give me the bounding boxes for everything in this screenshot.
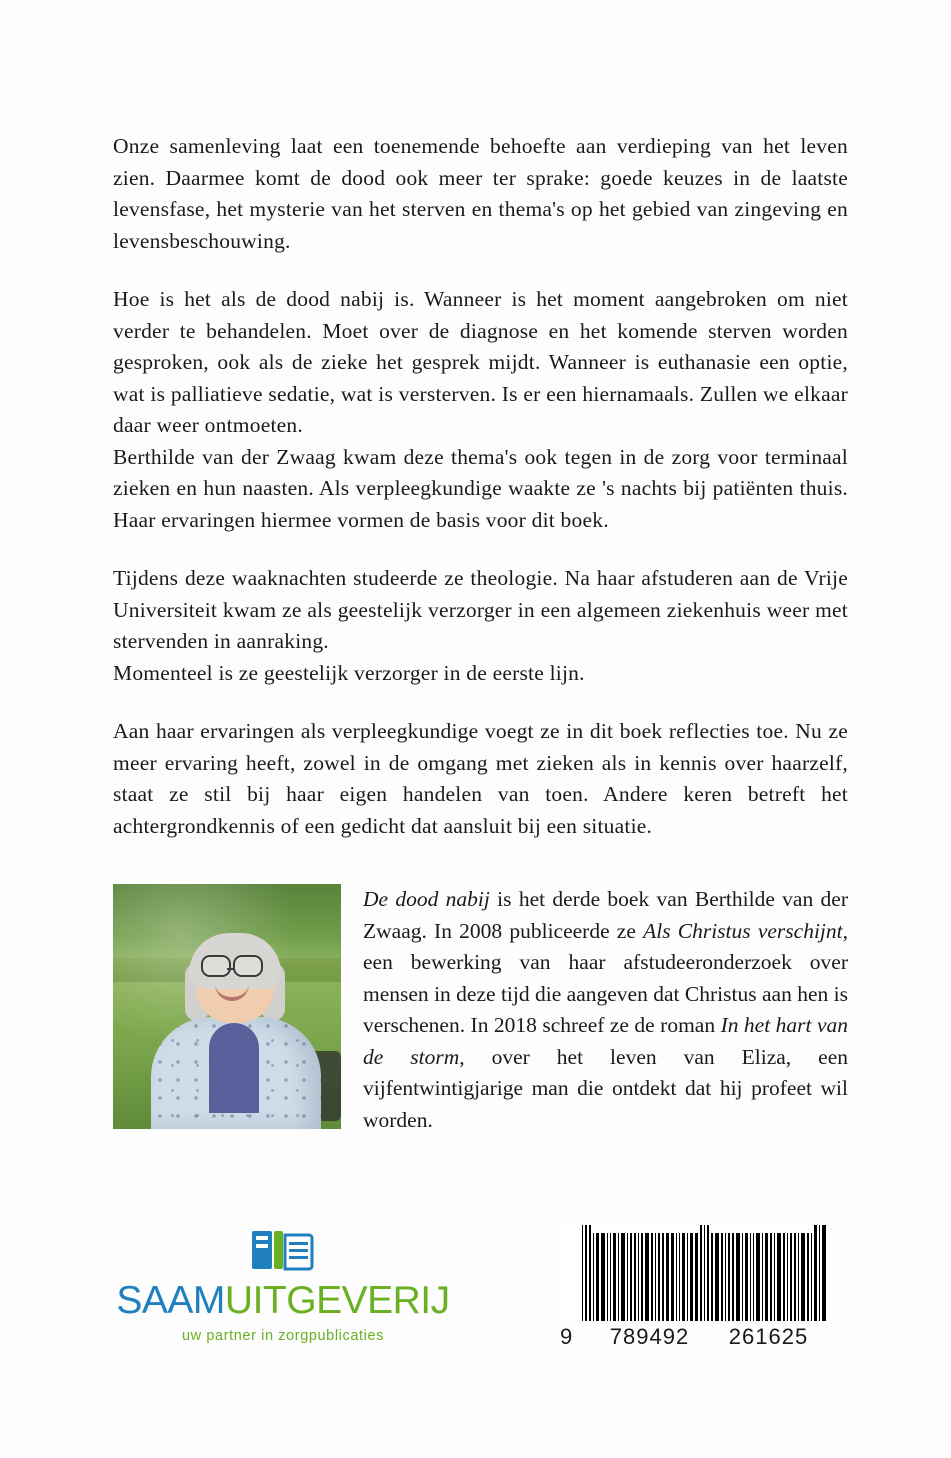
barcode-bar [589, 1225, 592, 1321]
barcode-bar [655, 1233, 656, 1321]
barcode-bar [593, 1233, 594, 1321]
barcode-bar [638, 1233, 639, 1321]
barcode-digits [560, 1324, 828, 1350]
barcode-bar [728, 1233, 729, 1321]
barcode-digits-group1: 789492 [609, 1324, 690, 1349]
barcode-bar [715, 1233, 719, 1321]
paragraph-5: Momenteel is ze geestelijk verzorger in de eerste lijn. [113, 660, 585, 685]
barcode-bar [596, 1233, 599, 1321]
isbn-barcode [560, 1225, 828, 1350]
barcode-bar [736, 1233, 740, 1321]
barcode-bar [630, 1233, 633, 1321]
barcode-bar [666, 1233, 670, 1321]
publisher-tagline: uw partner in zorgpublicaties [182, 1328, 384, 1344]
publisher-name [113, 1279, 453, 1323]
barcode-bar [725, 1233, 726, 1321]
barcode-digit-left: 9 [560, 1324, 574, 1349]
paragraph-3: Berthilde van der Zwaag kwam deze thema's ook tegen in de zorg voor terminaal zieken en hun naasten. Als verpleegkundige waakte ze 's nachts bij patiënten thuis. Haar ervaringen hiermee vormen de basis voor dit boek. [113, 444, 848, 532]
barcode-bar [814, 1225, 817, 1321]
paragraph-4: Tijdens deze waaknachten studeerde ze theologie. Na haar afstuderen aan de Vrije Universiteit kwam ze als geestelijk verzorger in een algemeen ziekenhuis weer met stervenden in aanraking. [113, 566, 848, 653]
barcode-bar [787, 1233, 788, 1321]
bio-segment-3: een bewerking van haar afstudeeronderzoek over mensen in deze tijd die aangeven dat Christus aan hen is verschenen. In 2018 schreef ze de roman [363, 950, 848, 1037]
publisher-logo [113, 1227, 453, 1344]
bio-segment-5: , over het leven van Eliza, een vijfentwintigjarige man die ontdekt dat hij profeet wil worden. [363, 1044, 848, 1132]
bio-segment-1: is het derde boek van Berthilde van der Zwaag. In 2008 publiceerde ze [363, 887, 848, 943]
barcode-bar [721, 1233, 724, 1321]
publisher-name-part2: UITGEVERIJ [224, 1279, 450, 1322]
barcode-bar [745, 1233, 748, 1321]
barcode-bar [610, 1233, 611, 1321]
publisher-name-part1: SAAM [116, 1279, 225, 1322]
barcode-bar [627, 1233, 628, 1321]
barcode-bar [704, 1225, 705, 1321]
barcode-bar [662, 1233, 663, 1321]
barcode-bar [783, 1233, 784, 1321]
barcode-bar [645, 1233, 649, 1321]
barcode-bar [582, 1225, 583, 1321]
barcode-bar [822, 1225, 826, 1321]
bio-segment-4: In het hart van de storm [363, 1013, 848, 1069]
paragraph-2: Hoe is het als de dood nabij is. Wanneer is het moment aangebroken om niet verder te behandelen. Moet over de diagnose en het komende sterven worden gesproken, ook als de zieke het gesprek mijdt. Wanneer is euthanasie een optie, wat is palliatieve sedatie, wat is versterven. Is er een hiernamaals. Zullen we elkaar daar weer ontmoeten. [113, 287, 848, 437]
barcode-bar [798, 1233, 799, 1321]
barcode-bar [601, 1233, 605, 1321]
barcode-bars [560, 1225, 828, 1321]
barcode-bar [794, 1233, 795, 1321]
barcode-bar [676, 1233, 677, 1321]
books-stack-icon [250, 1227, 316, 1273]
barcode-bar [707, 1225, 710, 1321]
barcode-bar [811, 1233, 812, 1321]
barcode-bar [762, 1233, 763, 1321]
barcode-bar [756, 1233, 760, 1321]
barcode-bar [658, 1233, 661, 1321]
barcode-bar [753, 1233, 754, 1321]
barcode-bar [607, 1233, 608, 1321]
barcode-bar [679, 1233, 680, 1321]
bio-segment-0: De dood nabij [363, 887, 490, 911]
barcode-bar [819, 1225, 820, 1321]
barcode-bar [585, 1225, 586, 1321]
author-bio-text [363, 884, 848, 1136]
body-text [113, 131, 848, 869]
photo-glasses-bridge [227, 968, 235, 971]
barcode-bar [634, 1233, 635, 1321]
barcode-bar [671, 1233, 674, 1321]
barcode-bar [765, 1233, 768, 1321]
barcode-bar [690, 1233, 693, 1321]
barcode-bar [774, 1233, 775, 1321]
barcode-bar [790, 1233, 793, 1321]
barcode-bar [750, 1233, 751, 1321]
barcode-digits-group2: 261625 [728, 1324, 809, 1349]
barcode-bar [770, 1233, 773, 1321]
barcode-bar [801, 1233, 805, 1321]
footer [0, 1215, 951, 1395]
photo-blouse-pattern [151, 1017, 321, 1129]
barcode-bar [732, 1233, 735, 1321]
photo-glasses-left [201, 955, 231, 977]
barcode-bar [651, 1233, 652, 1321]
barcode-bar [695, 1233, 699, 1321]
barcode-bar [700, 1225, 701, 1321]
barcode-bar [687, 1233, 688, 1321]
barcode-bar [641, 1233, 644, 1321]
author-photo [113, 884, 341, 1129]
photo-glasses-right [233, 955, 263, 977]
paragraph-1: Onze samenleving laat een toenemende behoefte aan verdieping van het leven zien. Daarmee komt de dood ook meer ter sprake: goede keuzes in de laatste levensfase, het mysterie van het sterven en thema's op het gebied van zingeving en levensbeschouwing. [113, 134, 848, 253]
barcode-bar [682, 1233, 685, 1321]
barcode-bar [777, 1233, 781, 1321]
barcode-bar [742, 1233, 743, 1321]
barcode-bar [613, 1233, 616, 1321]
barcode-bar [711, 1233, 712, 1321]
barcode-bar [621, 1233, 625, 1321]
author-bio-block [113, 884, 848, 1136]
paragraph-6: Aan haar ervaringen als verpleegkundige voegt ze in dit boek reflecties toe. Nu ze meer ervaring heeft, zowel in de omgang met zieken als in kennis over haarzelf, staat ze stil bij haar eigen handelen van toen. Andere keren betreft het achtergrondkennis of een gedicht dat aansluit bij een situatie. [113, 719, 848, 838]
barcode-bar [807, 1233, 810, 1321]
barcode-bar [618, 1233, 619, 1321]
bio-segment-2: Als Christus verschijnt, [643, 918, 848, 943]
photo-person [151, 944, 321, 1129]
